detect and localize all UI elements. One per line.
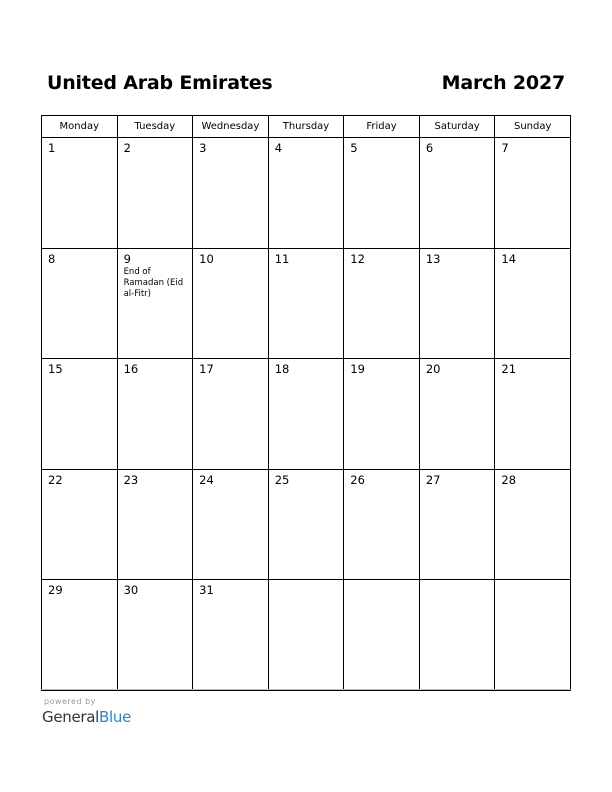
day-cell-25 [268, 470, 344, 580]
day-number: 24 [199, 473, 214, 487]
day-cell-29 [42, 580, 118, 691]
day-number: 22 [48, 473, 63, 487]
day-number: 8 [48, 252, 56, 266]
day-number: 23 [123, 473, 139, 487]
logo-text-blue: Blue [99, 708, 132, 726]
day-number: 1 [48, 141, 56, 155]
weekday-saturday: Saturday [419, 116, 495, 138]
day-number: 9 [123, 252, 131, 266]
day-number: 7 [501, 141, 509, 155]
day-number: 5 [350, 141, 358, 155]
month-title: March 2027 [441, 72, 565, 94]
day-cell-8 [42, 249, 118, 359]
empty-day-cell [268, 580, 344, 691]
weekday-friday: Friday [344, 116, 420, 138]
weekday-tuesday: Tuesday [117, 116, 193, 138]
day-number: 28 [501, 473, 517, 487]
day-cell-27 [419, 470, 495, 580]
day-cell-3 [193, 138, 269, 249]
weekday-thursday: Thursday [268, 116, 344, 138]
day-number: 31 [199, 583, 214, 597]
day-cell-11 [268, 249, 344, 359]
week-row [42, 470, 571, 580]
week-row [42, 359, 571, 470]
powered-by-label: powered by [44, 697, 96, 706]
day-number: 29 [48, 583, 63, 597]
day-number: 20 [425, 362, 441, 376]
day-cell-16 [117, 359, 193, 470]
day-cell-24 [193, 470, 269, 580]
day-number: 16 [123, 362, 139, 376]
day-cell-1 [42, 138, 118, 249]
day-cell-19 [344, 359, 420, 470]
day-cell-21 [495, 359, 571, 470]
day-number: 12 [350, 252, 365, 266]
day-number: 18 [274, 362, 290, 376]
day-number: 11 [274, 252, 290, 266]
holiday-label: End of Ramadan (Eid al-Fitr) [123, 267, 184, 299]
day-number: 26 [350, 473, 365, 487]
weekday-header-row [42, 116, 571, 138]
day-number: 27 [425, 473, 441, 487]
day-cell-2 [117, 138, 193, 249]
week-row [42, 580, 571, 691]
day-number: 30 [123, 583, 139, 597]
day-number: 15 [48, 362, 63, 376]
country-title: United Arab Emirates [47, 72, 273, 94]
weekday-monday: Monday [42, 116, 118, 138]
day-number: 13 [425, 252, 441, 266]
day-cell-20 [419, 359, 495, 470]
weekday-sunday: Sunday [495, 116, 571, 138]
day-cell-17 [193, 359, 269, 470]
day-cell-15 [42, 359, 118, 470]
day-cell-9 [117, 249, 193, 359]
day-number: 14 [501, 252, 517, 266]
month-calendar-grid [41, 115, 571, 691]
logo-text-general: General [42, 708, 100, 726]
day-cell-31 [193, 580, 269, 691]
day-cell-14 [495, 249, 571, 359]
week-row [42, 138, 571, 249]
day-number: 6 [425, 141, 434, 155]
empty-day-cell [344, 580, 420, 691]
day-cell-6 [419, 138, 495, 249]
day-cell-5 [344, 138, 420, 249]
day-cell-22 [42, 470, 118, 580]
day-number: 3 [199, 141, 207, 155]
footer-divider [41, 689, 571, 690]
day-number: 10 [199, 252, 214, 266]
week-row [42, 249, 571, 359]
day-cell-13 [419, 249, 495, 359]
day-cell-23 [117, 470, 193, 580]
day-cell-18 [268, 359, 344, 470]
day-cell-30 [117, 580, 193, 691]
day-cell-12 [344, 249, 420, 359]
generalblue-logo[interactable] [42, 708, 131, 726]
day-number: 17 [199, 362, 214, 376]
day-cell-4 [268, 138, 344, 249]
weekday-wednesday: Wednesday [193, 116, 269, 138]
empty-day-cell [495, 580, 571, 691]
day-cell-28 [495, 470, 571, 580]
day-number: 19 [350, 362, 365, 376]
day-cell-26 [344, 470, 420, 580]
day-number: 21 [501, 362, 517, 376]
day-cell-7 [495, 138, 571, 249]
day-number: 4 [274, 141, 283, 155]
empty-day-cell [419, 580, 495, 691]
day-number: 2 [123, 141, 131, 155]
day-number: 25 [274, 473, 290, 487]
day-cell-10 [193, 249, 269, 359]
